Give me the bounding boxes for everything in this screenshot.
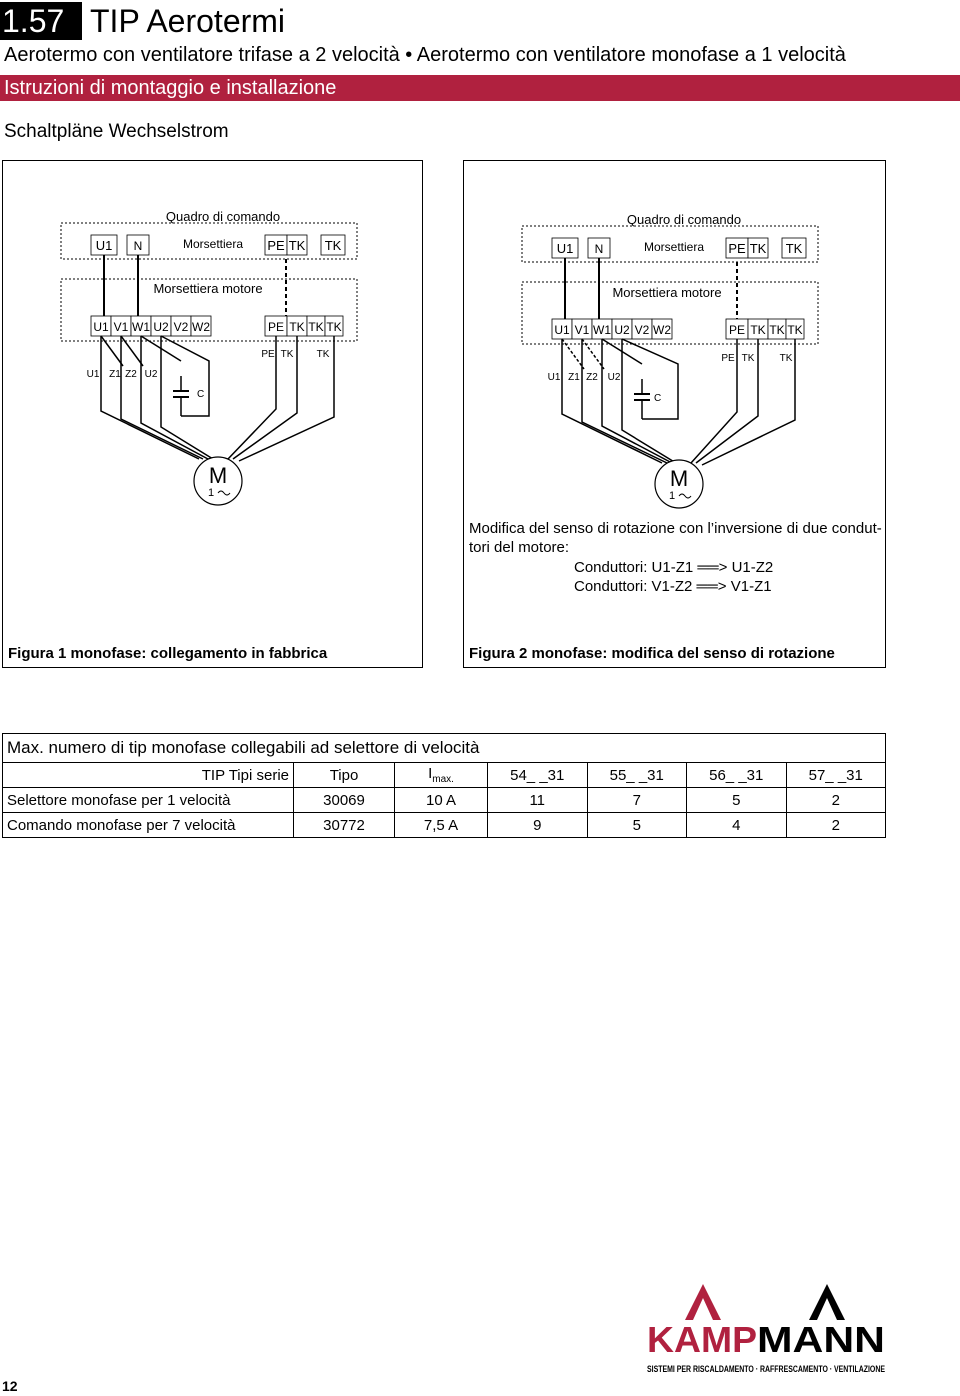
figure2-caption: Figura 2 monofase: modifica del senso di rotazione [469, 645, 835, 662]
row-value: 5 [687, 788, 787, 813]
fig2-terminal: TK [749, 241, 767, 256]
figure1-wiring-diagram [3, 161, 421, 631]
fig2-motor-terminal: TK [769, 323, 785, 337]
fig2-note-line1: Modifica del senso di rotazione con l’inversione di due condut- [469, 520, 882, 537]
table-header-col: 56_ _31 [687, 763, 787, 788]
fig1-motor-terminal: U1 [93, 320, 109, 334]
logo-brand-red: KAMP [647, 1319, 757, 1360]
fig2-motor-terminal: TK [787, 323, 803, 337]
row-type: 30069 [294, 788, 395, 813]
fig1-motor-terminal: TK [308, 320, 324, 334]
fig2-wire-label: U2 [607, 372, 621, 383]
fig2-motor-terminal: PE [728, 323, 746, 337]
fig2-motor-terminal: W1 [593, 323, 611, 337]
fig1-ground-label: TK [316, 349, 330, 360]
table-header-col: 57_ _31 [786, 763, 886, 788]
logo-tagline: SISTEMI PER RISCALDAMENTO · RAFFRESCAMENTO · VENTILAZIONE [647, 1364, 885, 1374]
row-type: 30772 [294, 813, 395, 838]
kampmann-logo [645, 1282, 890, 1378]
fig2-terminal: TK [785, 241, 803, 256]
fig2-terminal: N [594, 242, 604, 256]
row-label: Selettore monofase per 1 velocità [3, 788, 294, 813]
section-label: Schaltpläne Wechselstrom [4, 121, 229, 142]
row-imax: 10 A [395, 788, 488, 813]
fig1-motor-terminal: V1 [113, 320, 129, 334]
fig2-motor-phase: 1 [668, 490, 676, 502]
table-header-type: Tipo [294, 763, 395, 788]
row-value: 7 [587, 788, 687, 813]
fig2-terminal-strip-label: Morsettiera [643, 240, 705, 254]
fig2-wire-label: Z1 [568, 372, 580, 383]
fig1-wire-label: Z2 [125, 369, 137, 380]
fig2-wire-label: U1 [547, 372, 561, 383]
fig2-ground-label: PE [721, 353, 735, 364]
fig1-motor-terminal: TK [289, 320, 305, 334]
imax-main: I [428, 765, 433, 782]
tip-capacity-table [2, 733, 886, 838]
fig1-capacitor-label: C [197, 389, 205, 400]
table-title-row [3, 734, 886, 763]
page-title: TIP Aerotermi [90, 3, 286, 39]
fig1-terminal: TK [324, 238, 342, 253]
page-number: 12 [2, 1378, 18, 1394]
fig1-wire-label: U1 [86, 369, 100, 380]
fig1-motor-terminal: V2 [173, 320, 189, 334]
table-row [3, 813, 886, 838]
table-header-imax [395, 763, 488, 788]
table-header-col: 54_ _31 [488, 763, 588, 788]
fig1-motor-terminal: PE [267, 320, 285, 334]
fig2-motor-strip-label: Morsettiera motore [612, 285, 722, 300]
table-row [3, 788, 886, 813]
fig1-wire-label: Z1 [109, 369, 121, 380]
figure2-panel [463, 160, 886, 668]
fig2-motor-terminal: U2 [614, 323, 630, 337]
table-header-series: TIP Tipi serie [3, 763, 294, 788]
fig2-motor-terminal: TK [750, 323, 766, 337]
row-value: 4 [687, 813, 787, 838]
figure1-panel [2, 160, 423, 668]
logo-brand-black: MANN [757, 1319, 885, 1360]
fig2-terminal: U1 [556, 241, 574, 256]
page-subtitle: Aerotermo con ventilatore trifase a 2 velocità • Aerotermo con ventilatore monofase a 1 velocità [4, 44, 846, 66]
fig2-motor-terminal: U1 [554, 323, 570, 337]
fig1-terminal: PE [267, 238, 285, 253]
row-value: 2 [786, 788, 886, 813]
figure1-caption: Figura 1 monofase: collegamento in fabbrica [8, 645, 328, 662]
fig1-ground-label: TK [280, 349, 294, 360]
fig1-motor-letter: M [208, 463, 228, 488]
fig2-swap-2: Conduttori: V1-Z2 ══> V1-Z1 [574, 578, 772, 595]
fig2-capacitor-label: C [654, 393, 662, 404]
fig2-note-line2: tori del motore: [469, 539, 570, 556]
fig2-motor-letter: M [669, 466, 689, 491]
fig2-control-panel-label: Quadro di comando [626, 212, 742, 227]
row-value: 2 [786, 813, 886, 838]
fig2-ground-label: TK [741, 353, 755, 364]
fig2-motor-terminal: V2 [634, 323, 650, 337]
fig2-ground-label: TK [779, 353, 793, 364]
row-imax: 7,5 A [395, 813, 488, 838]
table-header-col: 55_ _31 [587, 763, 687, 788]
fig2-swap-1: Conduttori: U1-Z1 ══> U1-Z2 [574, 559, 774, 576]
fig1-motor-terminal: W1 [132, 320, 150, 334]
section-number: 1.57 [0, 2, 82, 40]
fig1-terminal-strip-label: Morsettiera [182, 237, 244, 251]
fig2-wire-label: Z2 [586, 372, 598, 383]
table-header-row [3, 763, 886, 788]
fig1-control-panel-label: Quadro di comando [165, 209, 281, 224]
section-band: Istruzioni di montaggio e installazione [0, 75, 960, 101]
fig1-terminal: U1 [95, 238, 113, 253]
row-value: 11 [488, 788, 588, 813]
fig1-terminal: N [133, 239, 143, 253]
row-label: Comando monofase per 7 velocità [3, 813, 294, 838]
imax-sub: max. [432, 774, 454, 785]
fig1-motor-terminal: W2 [192, 320, 210, 334]
fig2-terminal: PE [728, 241, 746, 256]
fig2-motor-terminal: V1 [574, 323, 590, 337]
figure2-wiring-diagram [464, 161, 884, 521]
fig1-motor-phase: 1 [207, 487, 215, 499]
fig1-motor-terminal: U2 [153, 320, 169, 334]
table-title: Max. numero di tip monofase collegabili ad selettore di velocità [3, 734, 886, 763]
row-value: 9 [488, 813, 588, 838]
fig1-terminal: TK [288, 238, 306, 253]
fig1-motor-terminal: TK [326, 320, 342, 334]
fig1-ground-label: PE [261, 349, 275, 360]
fig1-wire-label: U2 [144, 369, 158, 380]
row-value: 5 [587, 813, 687, 838]
fig2-motor-terminal: W2 [653, 323, 671, 337]
fig1-motor-strip-label: Morsettiera motore [153, 281, 263, 296]
